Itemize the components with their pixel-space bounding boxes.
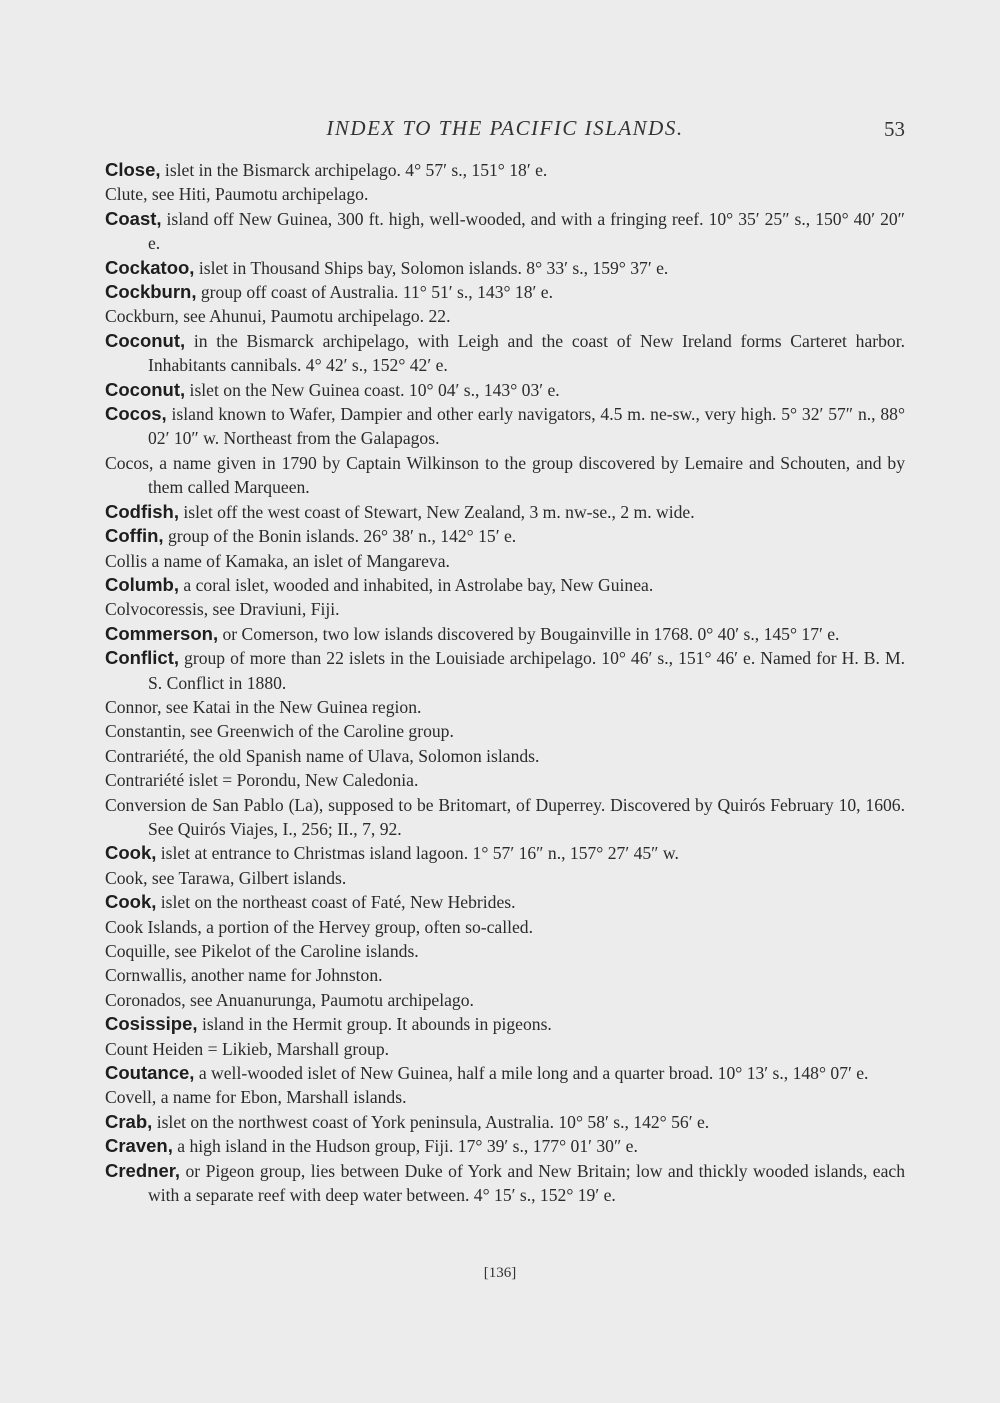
entry-text: a portion of the Hervey group, often so-called. xyxy=(201,916,534,937)
entry-headword: Cook, xyxy=(105,867,148,888)
entry-text: or Comerson, two low islands discovered by Bougainville in 1768. 0° 40′ s., 145° 17′ e. xyxy=(218,623,840,644)
entry-headword: Cosissipe, xyxy=(105,1013,198,1035)
index-entry xyxy=(105,988,905,1012)
index-entry xyxy=(105,573,905,597)
entry-text: see Katai in the New Guinea region. xyxy=(161,696,422,717)
entry-headword: Coconut, xyxy=(105,329,186,351)
entry-headword: Cook Islands, xyxy=(105,916,202,937)
index-entry xyxy=(105,866,905,890)
entry-text: a name given in 1790 by Captain Wilkinson to the group discovered by Lemaire and Schouten, and by them called Marqueen. xyxy=(148,452,905,498)
index-entry xyxy=(105,158,905,182)
entry-text: the old Spanish name of Ulava, Solomon islands. xyxy=(188,745,540,766)
entry-headword: Columb, xyxy=(105,573,179,595)
entry-text: islet off the west coast of Stewart, New Zealand, 3 m. nw-se., 2 m. wide. xyxy=(179,501,695,522)
entry-text: islet in the Bismarck archipelago. 4° 57′ s., 151° 18′ e. xyxy=(160,160,548,180)
entry-text: a coral islet, wooded and inhabited, in Astrolabe bay, New Guinea. xyxy=(179,574,654,595)
index-entry xyxy=(105,182,905,206)
entry-text: see Anuanurunga, Paumotu archipelago. xyxy=(185,989,474,1010)
entry-headword: Coffin, xyxy=(105,525,164,547)
entry-text: group off coast of Australia. 11° 51′ s., 143° 18′ e. xyxy=(196,282,553,303)
entry-text: see Ahunui, Paumotu archipelago. 22. xyxy=(178,306,451,327)
index-entry xyxy=(105,622,905,646)
index-entry xyxy=(105,695,905,719)
index-entry xyxy=(105,793,905,842)
index-entry xyxy=(105,280,905,304)
entry-text: islet on the northeast coast of Faté, New Hebrides. xyxy=(156,892,516,913)
entry-headword: Cocos, xyxy=(105,403,167,425)
entry-headword: Count Heiden xyxy=(105,1038,204,1059)
signature-mark: [136] xyxy=(483,1265,517,1281)
entry-headword: Coconut, xyxy=(105,378,186,400)
index-entry xyxy=(105,329,905,378)
entry-text: another name for Johnston. xyxy=(186,965,383,986)
entry-text: see Greenwich of the Caroline group. xyxy=(185,721,454,742)
entry-text: island in the Hermit group. It abounds in pigeons. xyxy=(197,1014,552,1035)
running-title: INDEX TO THE PACIFIC ISLANDS. xyxy=(326,116,684,140)
index-entry xyxy=(105,1085,905,1109)
entry-text: a high island in the Hudson group, Fiji. 17° 39′ s., 177° 01′ 30″ e. xyxy=(172,1136,638,1157)
index-entry xyxy=(105,915,905,939)
index-entry xyxy=(105,646,905,695)
entry-headword: Contrariété, xyxy=(105,745,189,766)
index-entry xyxy=(105,890,905,914)
entry-headword: Craven, xyxy=(105,1135,173,1157)
entry-headword: Commerson, xyxy=(105,622,219,644)
index-entry xyxy=(105,1012,905,1036)
entry-text: island off New Guinea, 300 ft. high, well-wooded, and with a fringing reef. 10° 35′ 25″ s., 150° 40′ 20″ e. xyxy=(148,208,905,254)
entry-headword: Cocos, xyxy=(105,452,154,473)
entry-headword: Cornwallis, xyxy=(105,965,187,986)
entry-text: a name of Kamaka, an islet of Mangareva. xyxy=(147,550,450,571)
entry-headword: Conflict, xyxy=(105,647,179,669)
entry-text: see Pikelot of the Caroline islands. xyxy=(170,941,419,961)
entry-text: a well-wooded islet of New Guinea, half a mile long and a quarter broad. 10° 13′ s., 148° 07′ e. xyxy=(194,1063,869,1084)
index-entry xyxy=(105,256,905,280)
index-entry xyxy=(105,1110,905,1134)
index-entry xyxy=(105,304,905,328)
entry-text: islet in Thousand Ships bay, Solomon islands. 8° 33′ s., 159° 37′ e. xyxy=(194,257,669,278)
entry-text: or Pigeon group, lies between Duke of York and New Britain; low and thickly wooded islands, each with a separate reef with deep water between. 4° 15′ s., 152° 19′ e. xyxy=(148,1160,905,1206)
index-entry xyxy=(105,597,905,621)
entry-headword: Constantin, xyxy=(105,721,186,742)
entry-headword: Contrariété islet xyxy=(105,770,218,791)
index-entry xyxy=(105,768,905,792)
entry-headword: Cockburn, xyxy=(105,281,197,303)
index-entry xyxy=(105,402,905,451)
index-entry xyxy=(105,524,905,548)
entry-headword: Covell, xyxy=(105,1087,157,1108)
entry-text: see Draviuni, Fiji. xyxy=(208,599,340,620)
index-entry xyxy=(105,719,905,743)
entry-text: see Tarawa, Gilbert islands. xyxy=(147,867,347,888)
entry-headword: Credner, xyxy=(105,1159,181,1181)
index-entry xyxy=(105,1037,905,1061)
entry-headword: Cockburn, xyxy=(105,306,179,327)
entry-headword: Cockatoo, xyxy=(105,256,195,278)
entry-text: a name for Ebon, Marshall islands. xyxy=(156,1087,407,1108)
entry-headword: Colvocoressis, xyxy=(105,599,209,620)
index-entry xyxy=(105,841,905,865)
entry-headword: Close, xyxy=(105,159,161,180)
index-entry xyxy=(105,378,905,402)
entry-text: = Porondu, New Caledonia. xyxy=(217,770,419,791)
page-header xyxy=(105,116,905,144)
entry-headword: Coast, xyxy=(105,207,162,229)
entry-text: island known to Wafer, Dampier and other early navigators, 4.5 m. ne-sw., very high. 5° 32′ 57″ n., 88° 02′ 10″ w. Northeast from the Galapagos. xyxy=(148,404,905,449)
entry-text: islet on the northwest coast of York peninsula, Australia. 10° 58′ s., 142° 56′ e. xyxy=(152,1111,710,1132)
entry-headword: Codfish, xyxy=(105,500,179,522)
entry-headword: Coutance, xyxy=(105,1062,195,1084)
entry-text: islet at entrance to Christmas island lagoon. 1° 57′ 16″ n., 157° 27′ 45″ w. xyxy=(156,843,679,864)
index-entry xyxy=(105,549,905,573)
entry-headword: Coquille, xyxy=(105,941,170,961)
entry-text: see Hiti, Paumotu archipelago. xyxy=(147,184,369,205)
entry-text: group of the Bonin islands. 26° 38′ n., 142° 15′ e. xyxy=(163,526,517,547)
page-number: 53 xyxy=(884,117,905,141)
entry-headword: Crab, xyxy=(105,1110,153,1132)
index-entry xyxy=(105,939,905,963)
entry-headword: Connor, xyxy=(105,696,162,717)
entry-headword: Cook, xyxy=(105,842,157,864)
entry-text: in the Bismarck archipelago, with Leigh and the coast of New Ireland forms Carteret harbor. Inhabitants cannibals. 4° 42′ s., 152° 42′ e. xyxy=(148,330,905,376)
index-entry xyxy=(105,451,905,500)
entry-headword: Clute, xyxy=(105,184,148,205)
index-entry xyxy=(105,1061,905,1085)
entry-text: islet on the New Guinea coast. 10° 04′ s., 143° 03′ e. xyxy=(185,379,560,400)
entry-headword: Coronados, xyxy=(105,989,186,1010)
index-entry xyxy=(105,1159,905,1208)
entry-text: group of more than 22 islets in the Louisiade archipelago. 10° 46′ s., 151° 46′ e. Named for H. B. M. S. Conflict in 1880. xyxy=(148,648,905,693)
index-entry xyxy=(105,744,905,768)
index-entry xyxy=(105,1134,905,1158)
index-entries xyxy=(105,158,905,1207)
entry-headword: Cook, xyxy=(105,891,157,913)
index-entry xyxy=(105,963,905,987)
entry-text: = Likieb, Marshall group. xyxy=(203,1038,390,1059)
entry-text: supposed to be Britomart, of Duperrey. Discovered by Quirós February 10, 1606. See Quirós Viajes, I., 256; II., 7, 92. xyxy=(148,794,905,839)
entry-headword: Conversion de San Pablo (La), xyxy=(105,794,324,815)
index-entry xyxy=(105,207,905,256)
entry-headword: Collis xyxy=(105,550,148,571)
index-entry xyxy=(105,500,905,524)
